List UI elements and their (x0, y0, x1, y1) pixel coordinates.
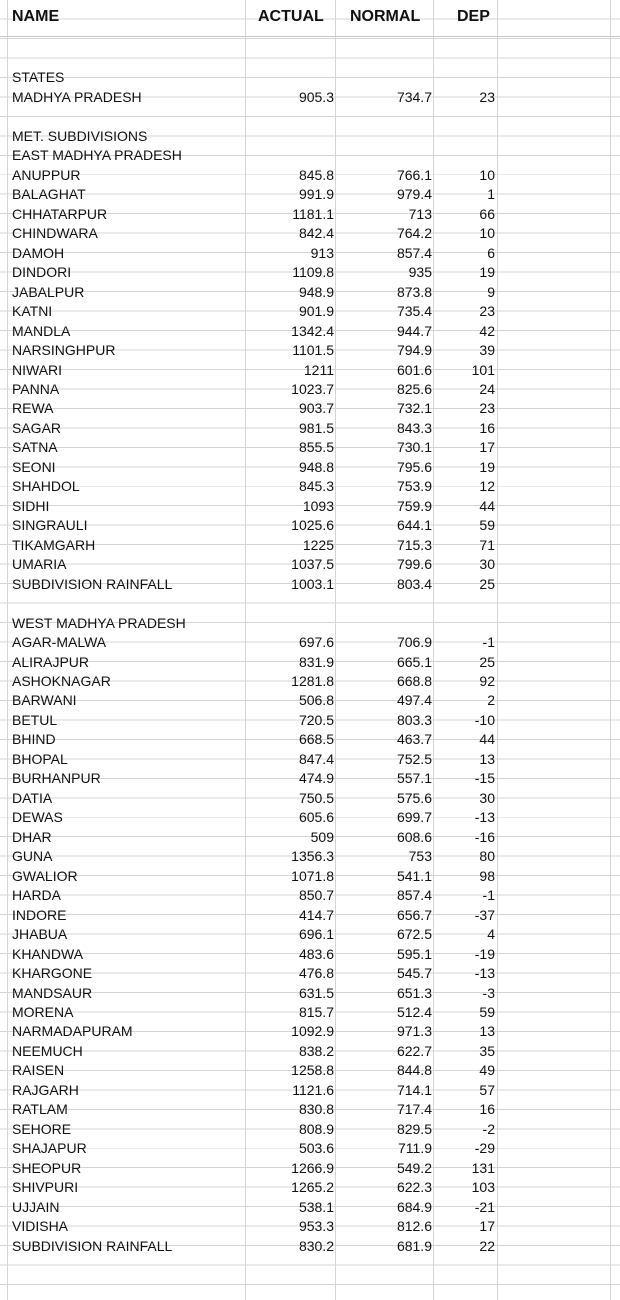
cell-dep[interactable]: -29 (474, 1140, 495, 1157)
cell-dep[interactable]: 10 (479, 225, 495, 242)
table-row (0, 1198, 620, 1217)
table-row (0, 185, 620, 204)
cell-dep[interactable]: 13 (479, 1023, 495, 1040)
cell-actual[interactable]: 953.3 (298, 1218, 334, 1235)
cell-name[interactable]: BHIND (12, 731, 56, 748)
cell-normal[interactable]: 595.1 (396, 945, 432, 962)
cell-name[interactable]: NEEMUCH (12, 1042, 83, 1059)
table-row (0, 477, 620, 496)
table-row (0, 711, 620, 730)
cell-normal[interactable]: 575.6 (396, 789, 432, 806)
cell-dep[interactable]: 23 (479, 88, 495, 105)
cell-name[interactable]: JABALPUR (12, 283, 85, 300)
table-row (0, 1120, 620, 1139)
cell-actual[interactable]: 981.5 (298, 419, 334, 436)
cell-dep[interactable]: -13 (474, 809, 495, 826)
cell-normal[interactable]: 935 (408, 264, 432, 281)
header-row (0, 0, 620, 36)
cell-dep[interactable]: 80 (479, 848, 495, 865)
table-row (0, 205, 620, 224)
table-row (0, 146, 620, 165)
cell-dep[interactable]: 44 (479, 497, 495, 514)
cell-normal[interactable]: 672.5 (396, 926, 432, 943)
cell-normal[interactable]: 713 (408, 205, 432, 222)
cell-dep[interactable]: -16 (474, 828, 495, 845)
cell-dep[interactable]: 9 (487, 283, 495, 300)
table-body (0, 49, 620, 1256)
table-row (0, 224, 620, 243)
cell-actual[interactable]: 830.8 (298, 1101, 334, 1118)
cell-actual[interactable]: 901.9 (298, 303, 334, 320)
table-row (0, 925, 620, 944)
cell-actual[interactable]: 1281.8 (291, 673, 334, 689)
cell-normal[interactable]: 857.4 (396, 244, 432, 261)
cell-actual[interactable]: 720.5 (298, 711, 334, 728)
table-row (0, 49, 620, 68)
table-row (0, 263, 620, 282)
cell-dep[interactable]: 59 (479, 517, 495, 534)
cell-name[interactable]: SATNA (12, 439, 58, 456)
cell-name[interactable]: NARMADAPURAM (12, 1023, 133, 1040)
table-row (0, 419, 620, 438)
cell-name[interactable]: STATES (12, 69, 65, 86)
cell-dep[interactable]: -1 (482, 634, 495, 651)
table-row (0, 68, 620, 87)
table-row (0, 536, 620, 555)
cell-normal[interactable]: 803.4 (396, 575, 432, 592)
cell-actual[interactable]: 503.6 (298, 1140, 334, 1157)
cell-actual[interactable]: 948.8 (298, 458, 334, 475)
cell-name[interactable]: RAISEN (12, 1062, 65, 1079)
table-row (0, 594, 620, 613)
cell-name[interactable]: KATNI (12, 303, 53, 320)
cell-dep[interactable]: 59 (479, 1003, 495, 1020)
cell-actual[interactable]: 696.1 (298, 926, 334, 943)
cell-normal[interactable]: 684.9 (396, 1198, 432, 1215)
cell-dep[interactable]: 4 (487, 926, 495, 943)
cell-dep[interactable]: 35 (479, 1042, 495, 1059)
cell-name[interactable]: SEHORE (12, 1120, 72, 1137)
cell-name[interactable]: TIKAMGARH (12, 536, 96, 553)
cell-normal[interactable]: 706.9 (396, 634, 432, 651)
cell-name[interactable]: SINGRAULI (12, 517, 88, 534)
table-row (0, 769, 620, 788)
cell-actual[interactable]: 815.7 (298, 1003, 334, 1020)
cell-actual[interactable]: 1023.7 (291, 380, 334, 397)
cell-normal[interactable]: 752.5 (396, 750, 432, 767)
cell-normal[interactable]: 825.6 (396, 380, 432, 397)
cell-name[interactable]: SUBDIVISION RAINFALL (12, 575, 173, 592)
cell-normal[interactable]: 795.6 (396, 458, 432, 475)
cell-name[interactable]: BALAGHAT (12, 186, 86, 203)
table-row (0, 691, 620, 710)
cell-name[interactable]: DEWAS (12, 809, 63, 826)
cell-normal[interactable]: 656.7 (396, 906, 432, 923)
cell-actual[interactable]: 476.8 (298, 965, 334, 982)
cell-normal[interactable]: 844.8 (396, 1062, 432, 1079)
cell-name[interactable]: SIDHI (12, 497, 50, 514)
cell-normal[interactable]: 651.3 (396, 984, 432, 1001)
table-row (0, 1100, 620, 1119)
cell-actual[interactable]: 668.5 (298, 731, 334, 748)
cell-normal[interactable]: 753.9 (396, 478, 432, 495)
cell-dep[interactable]: -37 (474, 906, 495, 923)
cell-name[interactable]: UMARIA (12, 556, 67, 573)
cell-name[interactable]: CHHATARPUR (12, 205, 108, 222)
cell-name[interactable]: SUBDIVISION RAINFALL (12, 1237, 173, 1254)
cell-name[interactable]: MORENA (12, 1003, 74, 1020)
cell-actual[interactable]: 847.4 (298, 750, 334, 767)
cell-actual[interactable]: 483.6 (298, 945, 334, 962)
cell-actual[interactable]: 1356.3 (291, 848, 334, 865)
cell-name[interactable]: REWA (12, 400, 54, 417)
cell-actual[interactable]: 1265.2 (291, 1179, 334, 1196)
cell-dep[interactable]: -15 (474, 770, 495, 787)
cell-name[interactable]: ASHOKNAGAR (12, 673, 111, 689)
cell-normal[interactable]: 668.8 (396, 673, 432, 689)
cell-name[interactable]: GUNA (12, 848, 53, 865)
table-row (0, 283, 620, 302)
cell-actual[interactable]: 750.5 (298, 789, 334, 806)
cell-actual[interactable]: 1071.8 (291, 867, 334, 884)
cell-dep[interactable]: -19 (474, 945, 495, 962)
cell-name[interactable]: RATLAM (12, 1101, 68, 1118)
cell-name[interactable]: AGAR-MALWA (12, 634, 107, 651)
cell-normal[interactable]: 715.3 (396, 536, 432, 553)
cell-name[interactable]: PANNA (12, 380, 60, 397)
cell-actual[interactable]: 1003.1 (291, 575, 334, 592)
cell-normal[interactable]: 681.9 (396, 1237, 432, 1254)
table-row (0, 107, 620, 126)
cell-normal[interactable]: 497.4 (396, 692, 432, 709)
cell-normal[interactable]: 812.6 (396, 1218, 432, 1235)
table-row (0, 361, 620, 380)
cell-normal[interactable]: 766.1 (396, 166, 432, 183)
table-row (0, 1237, 620, 1256)
table-row (0, 1178, 620, 1197)
cell-dep[interactable]: 92 (479, 673, 495, 689)
cell-normal[interactable]: 857.4 (396, 887, 432, 904)
cell-dep[interactable]: 42 (479, 322, 495, 339)
cell-dep[interactable]: 6 (487, 244, 495, 261)
table-row (0, 88, 620, 107)
table-row (0, 672, 620, 691)
table-row (0, 906, 620, 925)
cell-normal[interactable]: 735.4 (396, 303, 432, 320)
table-row (0, 614, 620, 633)
cell-name[interactable]: WEST MADHYA PRADESH (12, 614, 186, 631)
cell-dep[interactable]: 2 (487, 692, 495, 709)
cell-normal[interactable]: 665.1 (396, 653, 432, 670)
table-row (0, 828, 620, 847)
cell-dep[interactable]: 10 (479, 166, 495, 183)
cell-name[interactable]: MANDLA (12, 322, 71, 339)
cell-dep[interactable]: 19 (479, 264, 495, 281)
cell-actual[interactable]: 808.9 (298, 1120, 334, 1137)
cell-actual[interactable]: 830.2 (298, 1237, 334, 1254)
cell-name[interactable]: HARDA (12, 887, 62, 904)
cell-name[interactable]: INDORE (12, 906, 67, 923)
table-row (0, 808, 620, 827)
cell-dep[interactable]: 12 (479, 478, 495, 495)
table-row (0, 964, 620, 983)
cell-name[interactable]: SHAHDOL (12, 478, 80, 495)
cell-dep[interactable]: 23 (479, 303, 495, 320)
cell-normal[interactable]: 463.7 (396, 731, 432, 748)
cell-dep[interactable]: 57 (479, 1081, 495, 1098)
cell-name[interactable]: BURHANPUR (12, 770, 101, 787)
cell-normal[interactable]: 734.7 (396, 88, 432, 105)
cell-dep[interactable]: -3 (482, 984, 495, 1001)
table-row (0, 1217, 620, 1236)
cell-name[interactable]: MET. SUBDIVISIONS (12, 127, 148, 144)
cell-actual[interactable]: 850.7 (298, 887, 334, 904)
cell-actual[interactable]: 1258.8 (291, 1062, 334, 1079)
cell-normal[interactable]: 730.1 (396, 439, 432, 456)
cell-normal[interactable]: 843.3 (396, 419, 432, 436)
cell-name[interactable]: ANUPPUR (12, 166, 81, 183)
cell-actual[interactable]: 509 (310, 828, 334, 845)
table-row (0, 730, 620, 749)
cell-actual[interactable]: 1025.6 (291, 517, 334, 534)
cell-normal[interactable]: 794.9 (396, 342, 432, 359)
header-name[interactable]: NAME (12, 8, 60, 25)
cell-normal[interactable]: 873.8 (396, 283, 432, 300)
cell-actual[interactable]: 605.6 (298, 809, 334, 826)
cell-actual[interactable]: 631.5 (298, 984, 334, 1001)
cell-dep[interactable]: 49 (479, 1062, 495, 1079)
cell-actual[interactable]: 845.8 (298, 166, 334, 183)
cell-name[interactable]: DAMOH (12, 244, 65, 261)
cell-actual[interactable]: 1037.5 (291, 556, 334, 573)
table-row (0, 555, 620, 574)
cell-name[interactable]: SAGAR (12, 419, 62, 436)
cell-name[interactable]: DINDORI (12, 264, 72, 281)
cell-dep[interactable]: 17 (479, 1218, 495, 1235)
cell-dep[interactable]: 17 (479, 439, 495, 456)
cell-actual[interactable]: 1225 (302, 536, 334, 553)
cell-dep[interactable]: -1 (482, 887, 495, 904)
cell-dep[interactable]: 39 (479, 342, 495, 359)
cell-actual[interactable]: 903.7 (298, 400, 334, 417)
cell-name[interactable]: GWALIOR (12, 867, 78, 884)
header-actual[interactable]: ACTUAL (258, 8, 324, 25)
cell-normal[interactable]: 764.2 (396, 225, 432, 242)
table-row (0, 322, 620, 341)
table-row (0, 458, 620, 477)
header-dep[interactable]: DEP (457, 8, 490, 25)
cell-dep[interactable]: -13 (474, 965, 495, 982)
cell-actual[interactable]: 838.2 (298, 1042, 334, 1059)
cell-normal[interactable]: 944.7 (396, 322, 432, 339)
cell-actual[interactable]: 1101.5 (292, 342, 334, 359)
cell-dep[interactable]: 24 (479, 380, 495, 397)
table-row (0, 1081, 620, 1100)
table-row (0, 127, 620, 146)
cell-actual[interactable]: 414.7 (298, 906, 334, 923)
cell-name[interactable]: NIWARI (12, 361, 63, 378)
header-normal[interactable]: NORMAL (350, 8, 421, 25)
cell-dep[interactable]: -10 (474, 711, 495, 728)
cell-dep[interactable]: 30 (479, 789, 495, 806)
cell-dep[interactable]: 71 (479, 536, 495, 553)
cell-name[interactable]: CHINDWARA (12, 225, 98, 242)
cell-name[interactable]: DHAR (12, 828, 52, 845)
table-row (0, 984, 620, 1003)
cell-dep[interactable]: -21 (474, 1198, 495, 1215)
cell-actual[interactable]: 1092.9 (291, 1023, 334, 1040)
cell-normal[interactable]: 971.3 (396, 1023, 432, 1040)
table-row (0, 847, 620, 866)
table-row (0, 789, 620, 808)
cell-normal[interactable]: 759.9 (396, 497, 432, 514)
cell-normal[interactable]: 545.7 (396, 965, 432, 982)
cell-name[interactable]: NARSINGHPUR (12, 342, 116, 359)
table-row (0, 867, 620, 886)
table-row (0, 1003, 620, 1022)
cell-actual[interactable]: 845.3 (298, 478, 334, 495)
table-row (0, 380, 620, 399)
cell-name[interactable]: VIDISHA (12, 1218, 69, 1235)
cell-dep[interactable]: 1 (487, 186, 495, 203)
cell-name[interactable]: DATIA (12, 789, 53, 806)
table-row (0, 438, 620, 457)
cell-normal[interactable]: 549.2 (396, 1159, 432, 1176)
cell-actual[interactable]: 842.4 (298, 225, 334, 242)
cell-actual[interactable]: 1093 (302, 497, 334, 514)
cell-actual[interactable]: 1109.8 (292, 264, 334, 281)
cell-normal[interactable]: 732.1 (396, 400, 432, 417)
cell-dep[interactable]: 103 (471, 1179, 495, 1196)
table-row (0, 1159, 620, 1178)
cell-name[interactable]: SHIVPURI (12, 1179, 79, 1196)
cell-dep[interactable]: 19 (479, 458, 495, 475)
cell-name[interactable]: MANDSAUR (12, 984, 93, 1001)
cell-dep[interactable]: 66 (479, 205, 495, 222)
cell-normal[interactable]: 512.4 (396, 1003, 432, 1020)
cell-actual[interactable]: 474.9 (298, 770, 334, 787)
table-row (0, 497, 620, 516)
header-divider (0, 36, 620, 37)
cell-normal[interactable]: 803.3 (396, 711, 432, 728)
cell-name[interactable]: UJJAIN (12, 1198, 60, 1215)
cell-dep[interactable]: 131 (471, 1159, 495, 1176)
cell-name[interactable]: BETUL (12, 711, 58, 728)
table-row (0, 1139, 620, 1158)
cell-dep[interactable]: 16 (479, 1101, 495, 1118)
cell-name[interactable]: BHOPAL (12, 750, 68, 767)
cell-dep[interactable]: -2 (482, 1120, 495, 1137)
cell-actual[interactable]: 991.9 (298, 186, 334, 203)
cell-actual[interactable]: 697.6 (298, 634, 334, 651)
table-row (0, 244, 620, 263)
table-row (0, 1061, 620, 1080)
cell-actual[interactable]: 506.8 (298, 692, 334, 709)
table-row (0, 886, 620, 905)
cell-normal[interactable]: 541.1 (396, 867, 432, 884)
cell-name[interactable]: SEONI (12, 458, 56, 475)
cell-dep[interactable]: 22 (479, 1237, 495, 1254)
table-row (0, 1042, 620, 1061)
cell-dep[interactable]: 16 (479, 419, 495, 436)
cell-normal[interactable]: 644.1 (396, 517, 432, 534)
cell-actual[interactable]: 1342.4 (291, 322, 334, 339)
cell-normal[interactable]: 608.6 (396, 828, 432, 845)
cell-name[interactable]: JHABUA (12, 926, 68, 943)
table-row (0, 399, 620, 418)
cell-dep[interactable]: 101 (471, 361, 495, 378)
cell-normal[interactable]: 979.4 (396, 186, 432, 203)
table-row (0, 633, 620, 652)
table-row (0, 341, 620, 360)
cell-normal[interactable]: 557.1 (396, 770, 432, 787)
cell-actual[interactable]: 1181.1 (292, 205, 334, 222)
cell-normal[interactable]: 714.1 (396, 1081, 432, 1098)
cell-actual[interactable]: 1266.9 (291, 1159, 334, 1176)
cell-normal[interactable]: 601.6 (396, 361, 432, 378)
table-row (0, 516, 620, 535)
table-row (0, 166, 620, 185)
table-row (0, 1022, 620, 1041)
cell-name[interactable]: KHANDWA (12, 945, 84, 962)
cell-normal[interactable]: 699.7 (396, 809, 432, 826)
cell-name[interactable]: ALIRAJPUR (12, 653, 90, 670)
cell-actual[interactable]: 538.1 (298, 1198, 334, 1215)
table-row (0, 945, 620, 964)
cell-name[interactable]: KHARGONE (12, 965, 93, 982)
cell-dep[interactable]: 23 (479, 400, 495, 417)
cell-actual[interactable]: 913 (310, 244, 334, 261)
cell-name[interactable]: SHAJAPUR (12, 1140, 87, 1157)
table-row (0, 653, 620, 672)
cell-normal[interactable]: 622.7 (396, 1042, 432, 1059)
cell-name[interactable]: BARWANI (12, 692, 77, 709)
cell-name[interactable]: EAST MADHYA PRADESH (12, 147, 182, 164)
table-row (0, 575, 620, 594)
cell-dep[interactable]: 13 (479, 750, 495, 767)
cell-name[interactable]: MADHYA PRADESH (12, 88, 142, 105)
cell-dep[interactable]: 25 (479, 575, 495, 592)
table-row (0, 750, 620, 769)
cell-actual[interactable]: 1211 (303, 361, 334, 378)
cell-dep[interactable]: 98 (479, 867, 495, 884)
cell-dep[interactable]: 44 (479, 731, 495, 748)
table-row (0, 302, 620, 321)
cell-normal[interactable]: 622.3 (396, 1179, 432, 1196)
cell-name[interactable]: RAJGARH (12, 1081, 79, 1098)
cell-name[interactable]: SHEOPUR (12, 1159, 82, 1176)
cell-normal[interactable]: 717.4 (396, 1101, 432, 1118)
cell-normal[interactable]: 753 (408, 848, 432, 865)
cell-dep[interactable]: 30 (479, 556, 495, 573)
cell-actual[interactable]: 948.9 (298, 283, 334, 300)
cell-actual[interactable]: 905.3 (298, 88, 334, 105)
cell-normal[interactable]: 799.6 (396, 556, 432, 573)
cell-normal[interactable]: 711.9 (398, 1140, 432, 1157)
cell-dep[interactable]: 25 (479, 653, 495, 670)
cell-actual[interactable]: 831.9 (298, 653, 334, 670)
cell-actual[interactable]: 855.5 (298, 439, 334, 456)
cell-normal[interactable]: 829.5 (396, 1120, 432, 1137)
cell-actual[interactable]: 1121.6 (292, 1081, 334, 1098)
